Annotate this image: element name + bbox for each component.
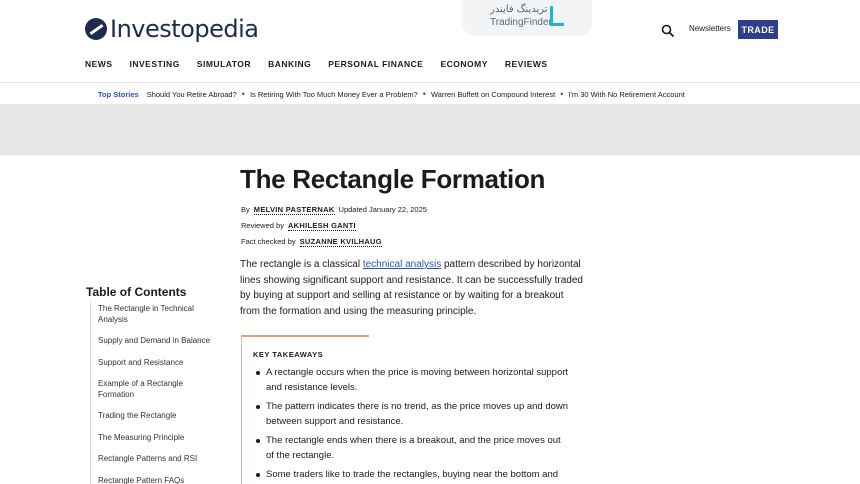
top-stories-label: Top Stories (98, 89, 139, 99)
nav-economy[interactable]: ECONOMY (440, 59, 488, 69)
nav-investing[interactable]: INVESTING (129, 59, 180, 69)
author-link[interactable]: MELVIN PASTERNAK (253, 205, 335, 214)
watermark-persian-text: تریدینگ فایندر (490, 4, 548, 15)
watermark-english-text: TradingFinder (490, 17, 552, 28)
search-icon[interactable] (661, 24, 675, 38)
top-story-link[interactable]: Is Retiring With Too Much Money Ever a Problem? (249, 89, 418, 99)
key-takeaways-title: KEY TAKEAWAYS (253, 350, 324, 359)
article-intro (240, 257, 585, 319)
key-takeaways-box (241, 335, 586, 484)
toc-item[interactable]: Support and Resistance (98, 357, 184, 367)
ad-banner-placeholder (0, 104, 860, 155)
toc-title: Table of Contents (86, 285, 187, 299)
list-item: Some traders like to trade the rectangles, buying near the bottom and (266, 467, 571, 482)
toc-item[interactable]: Trading the Rectangle (98, 411, 177, 420)
author-byline (241, 205, 427, 215)
key-takeaways-accent-bar (242, 335, 369, 337)
toc-item[interactable]: The Measuring Principle (98, 432, 185, 442)
bullet-separator: • (241, 89, 245, 99)
list-item: The rectangle ends when there is a breakout, and the price moves out of the rectangle. (266, 433, 571, 463)
tradingfinder-watermark (462, 0, 592, 36)
intro-text: pattern described by horizontal lines showing significant support and resistance. It can be successfully traded by buying at support and selling at resistance or by waiting for a breakout from the formation and using the measuring principle. (240, 259, 583, 317)
tradingfinder-icon (550, 6, 564, 26)
site-header (0, 0, 860, 83)
factcheck-label: Fact checked by (241, 237, 296, 246)
technical-analysis-link[interactable]: technical analysis (362, 259, 442, 270)
nav-reviews[interactable]: REVIEWS (504, 59, 548, 69)
list-item: A rectangle occurs when the price is moving between horizontal support and resistance levels. (266, 365, 571, 395)
toc-item[interactable]: The Rectangle in Technical Analysis (98, 304, 194, 324)
bullet-separator: • (422, 89, 426, 99)
list-item: The pattern indicates there is no trend, as the price moves up and down between support and resistance. (266, 399, 571, 429)
nav-news[interactable]: NEWS (85, 59, 113, 69)
key-takeaways-list (266, 365, 571, 484)
top-stories-bar (0, 84, 860, 104)
factchecker-byline (241, 237, 382, 247)
top-story-link[interactable]: Should You Retire Abroad? (146, 89, 237, 99)
top-story-link[interactable]: I'm 30 With No Retirement Account (568, 89, 685, 99)
toc-item[interactable]: Rectangle Patterns and RSI (98, 454, 198, 463)
logo-icon (85, 18, 107, 40)
intro-text: The rectangle is a classical (240, 259, 363, 270)
nav-personal-finance[interactable]: PERSONAL FINANCE (328, 59, 424, 69)
by-label: By (241, 205, 250, 214)
toc-item[interactable]: Rectangle Pattern FAQs (98, 475, 185, 484)
trade-button[interactable]: TRADE (738, 20, 778, 39)
toc-item[interactable]: Supply and Demand in Balance (98, 336, 211, 345)
reviewed-label: Reviewed by (241, 221, 284, 230)
reviewer-byline (241, 221, 356, 231)
table-of-contents (90, 302, 220, 484)
bullet-separator: • (560, 89, 564, 99)
investopedia-logo[interactable] (85, 15, 258, 43)
main-nav (85, 59, 548, 69)
article-title: The Rectangle Formation (240, 164, 546, 194)
newsletters-link[interactable]: Newsletters (689, 24, 731, 33)
logo-text: Investopedia (110, 15, 259, 43)
toc-item[interactable]: Example of a Rectangle Formation (98, 379, 183, 399)
nav-simulator[interactable]: SIMULATOR (196, 59, 252, 69)
top-story-link[interactable]: Warren Buffett on Compound Interest (430, 89, 556, 99)
nav-banking[interactable]: BANKING (268, 59, 312, 69)
updated-date: Updated January 22, 2025 (338, 205, 427, 214)
factchecker-link[interactable]: SUZANNE KVILHAUG (299, 237, 382, 246)
reviewer-link[interactable]: AKHILESH GANTI (287, 221, 356, 230)
